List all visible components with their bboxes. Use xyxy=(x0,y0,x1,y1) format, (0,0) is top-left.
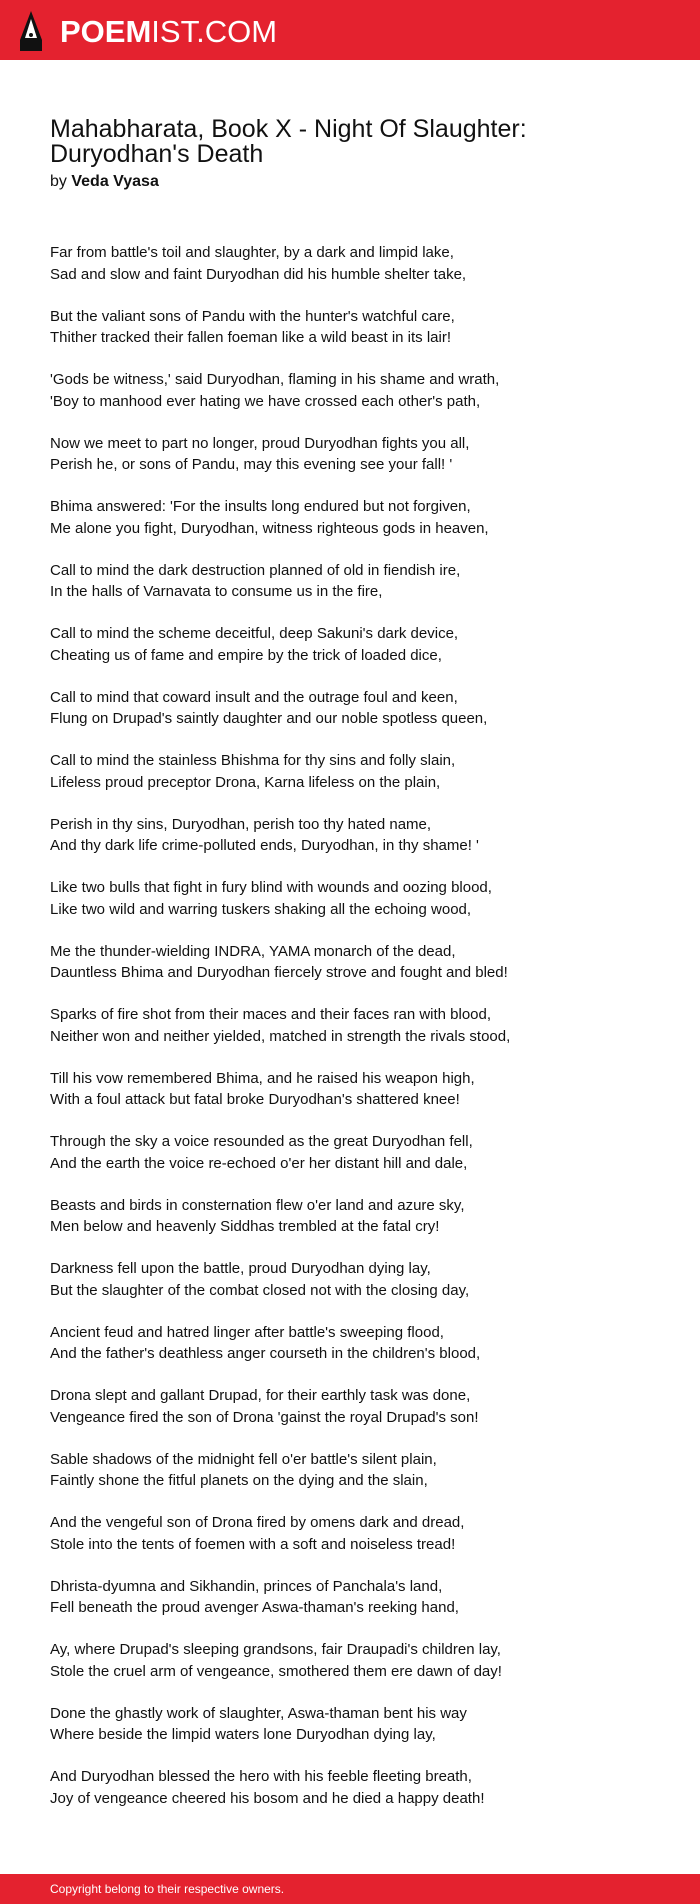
poem-stanza xyxy=(50,1322,670,1365)
poem-line: Stole the cruel arm of vengeance, smothered them ere dawn of day! xyxy=(50,1662,502,1680)
poem-stanza xyxy=(50,1449,670,1492)
site-logo-link[interactable] xyxy=(18,10,277,52)
poem-stanza xyxy=(50,433,670,476)
poem-line: Call to mind that coward insult and the outrage foul and keen, xyxy=(50,688,458,706)
poem-line: Me alone you fight, Duryodhan, witness righteous gods in heaven, xyxy=(50,519,489,537)
poem-stanza xyxy=(50,1576,670,1619)
poem-line: 'Gods be witness,' said Duryodhan, flaming in his shame and wrath, xyxy=(50,371,500,388)
poem-stanza xyxy=(50,941,670,984)
poem-stanza xyxy=(50,306,670,349)
poem-line: Ay, where Drupad's sleeping grandsons, fair Draupadi's children lay, xyxy=(50,1641,501,1658)
poem-line: Far from battle's toil and slaughter, by a dark and limpid lake, xyxy=(50,244,454,261)
poem-stanza xyxy=(50,560,670,603)
poem-stanza xyxy=(50,750,670,793)
poem-line: Thither tracked their fallen foeman like a wild beast in its lair! xyxy=(50,329,452,346)
poem-stanza xyxy=(50,1703,670,1746)
footer-copyright: Copyright belong to their respective owners. xyxy=(50,1882,285,1896)
poem-stanza xyxy=(50,814,670,857)
poem-line: Through the sky a voice resounded as the great Duryodhan fell, xyxy=(50,1133,473,1150)
poem-line: Like two bulls that fight in fury blind with wounds and oozing blood, xyxy=(50,879,492,896)
poem-stanza xyxy=(50,1385,670,1428)
poem-line: Cheating us of fame and empire by the trick of loaded dice, xyxy=(50,646,442,664)
poem-line: Me the thunder-wielding INDRA, YAMA monarch of the dead, xyxy=(50,942,456,960)
poem-line: Lifeless proud preceptor Drona, Karna lifeless on the plain, xyxy=(50,773,441,791)
poem-line: Men below and heavenly Siddhas trembled at the fatal cry! xyxy=(50,1218,440,1235)
poem-line: But the slaughter of the combat closed not with the closing day, xyxy=(50,1281,470,1299)
poem-line: Perish in thy sins, Duryodhan, perish too thy hated name, xyxy=(50,815,432,833)
poem-stanza xyxy=(50,1195,670,1238)
poem-content xyxy=(50,117,670,1830)
poem-title-line-1: Mahabharata, Book X - Night Of Slaughter: xyxy=(50,115,527,143)
poem-stanza xyxy=(50,369,670,412)
poem-stanza xyxy=(50,1004,670,1047)
poem-line: Sable shadows of the midnight fell o'er battle's silent plain, xyxy=(50,1450,437,1468)
poem-stanza xyxy=(50,1068,670,1111)
poem-line: And the father's deathless anger courseth in the children's blood, xyxy=(50,1345,481,1362)
poem-author[interactable]: Veda Vyasa xyxy=(71,173,159,190)
poem-line: Flung on Drupad's saintly daughter and our noble spotless queen, xyxy=(50,710,488,727)
poem-line: Fell beneath the proud avenger Aswa-thaman's reeking hand, xyxy=(50,1599,459,1616)
poem-line: Stole into the tents of foemen with a soft and noiseless tread! xyxy=(50,1535,456,1553)
poem-line: Vengeance fired the son of Drona 'gainst the royal Drupad's son! xyxy=(50,1408,479,1426)
poem-title-line-2: Duryodhan's Death xyxy=(50,140,264,168)
poem-line: Done the ghastly work of slaughter, Aswa-thaman bent his way xyxy=(50,1704,467,1722)
poem-line: Ancient feud and hatred linger after battle's sweeping flood, xyxy=(50,1323,444,1341)
pen-nib-icon xyxy=(18,10,44,52)
poem-line: Call to mind the stainless Bhishma for thy sins and folly slain, xyxy=(50,752,456,769)
poem-line: Sad and slow and faint Duryodhan did his humble shelter take, xyxy=(50,265,467,283)
site-logo-text xyxy=(60,13,278,49)
poem-line: Where beside the limpid waters lone Duryodhan dying lay, xyxy=(50,1726,436,1743)
poem-line: In the halls of Varnavata to consume us in the fire, xyxy=(50,583,383,600)
poem-line: Perish he, or sons of Pandu, may this evening see your fall! ' xyxy=(50,456,453,473)
poem-stanza xyxy=(50,877,670,920)
site-footer xyxy=(0,1874,700,1904)
poem-line: Sparks of fire shot from their maces and their faces ran with blood, xyxy=(50,1006,492,1023)
poem-line: Faintly shone the fitful planets on the dying and the slain, xyxy=(50,1472,428,1489)
poem-stanza xyxy=(50,1258,670,1301)
poem-stanza xyxy=(50,1131,670,1174)
poem-line: And the earth the voice re-echoed o'er her distant hill and dale, xyxy=(50,1154,468,1172)
poem-stanza xyxy=(50,1512,670,1555)
poem-line: And the vengeful son of Drona fired by omens dark and dread, xyxy=(50,1514,465,1531)
logo-text-bold: POEM xyxy=(60,13,152,49)
poem-line: And Duryodhan blessed the hero with his feeble fleeting breath, xyxy=(50,1768,472,1785)
poem-line: Drona slept and gallant Drupad, for their earthly task was done, xyxy=(50,1387,471,1404)
poem-line: Neither won and neither yielded, matched in strength the rivals stood, xyxy=(50,1027,511,1045)
poem-line: Like two wild and warring tuskers shaking all the echoing wood, xyxy=(50,900,472,918)
poem-line: Joy of vengeance cheered his bosom and he died a happy death! xyxy=(50,1789,485,1807)
logo-text-light: IST.COM xyxy=(151,13,278,49)
poem-line: Now we meet to part no longer, proud Duryodhan fights you all, xyxy=(50,434,470,452)
poem-stanza xyxy=(50,1766,670,1809)
poem-line: With a foul attack but fatal broke Duryodhan's shattered knee! xyxy=(50,1091,460,1108)
poem-stanza xyxy=(50,623,670,666)
poem-line: Dhrista-dyumna and Sikhandin, princes of Panchala's land, xyxy=(50,1577,443,1595)
by-label: by xyxy=(50,173,67,190)
poem-line: Dauntless Bhima and Duryodhan fiercely strove and fought and bled! xyxy=(50,964,508,981)
poem-line: Bhima answered: 'For the insults long endured but not forgiven, xyxy=(50,498,471,515)
poem-line: 'Boy to manhood ever hating we have crossed each other's path, xyxy=(50,392,481,410)
poem-stanza xyxy=(50,496,670,539)
poem-line: Call to mind the scheme deceitful, deep Sakuni's dark device, xyxy=(50,625,459,642)
poem-line: But the valiant sons of Pandu with the hunter's watchful care, xyxy=(50,307,455,325)
poem-line: Call to mind the dark destruction planned of old in fiendish ire, xyxy=(50,561,461,579)
poem-line: Till his vow remembered Bhima, and he raised his weapon high, xyxy=(50,1069,475,1087)
poem-stanza xyxy=(50,687,670,730)
poem-body xyxy=(50,242,670,1809)
site-header xyxy=(0,0,700,60)
poem-title xyxy=(50,117,670,167)
poem-byline xyxy=(50,172,670,192)
poem-stanza xyxy=(50,242,670,285)
poem-line: And thy dark life crime-polluted ends, Duryodhan, in thy shame! ' xyxy=(50,837,479,854)
poem-line: Beasts and birds in consternation flew o'er land and azure sky, xyxy=(50,1196,465,1214)
poem-stanza xyxy=(50,1639,670,1682)
poem-line: Darkness fell upon the battle, proud Duryodhan dying lay, xyxy=(50,1260,431,1277)
